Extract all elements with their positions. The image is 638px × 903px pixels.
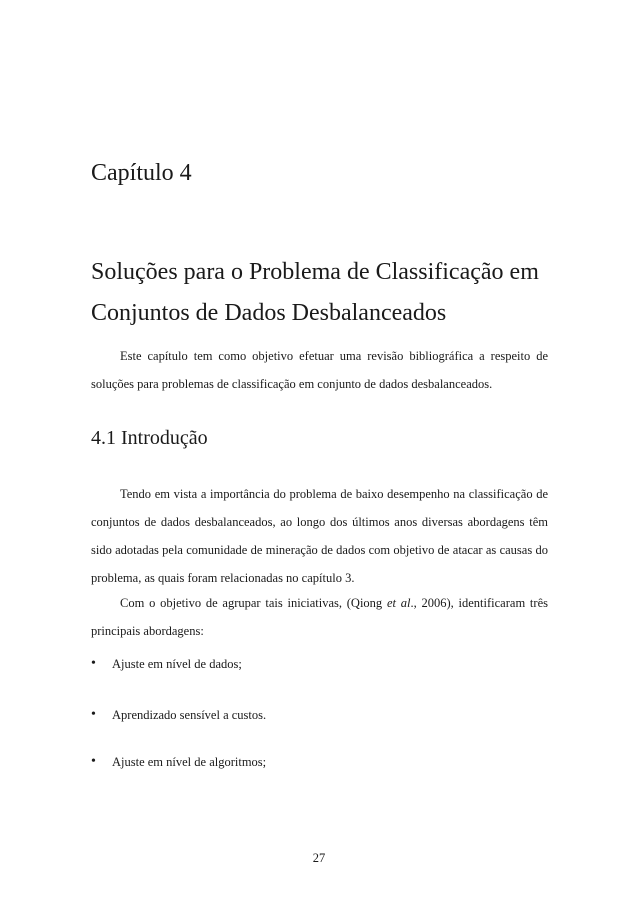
chapter-label: Capítulo 4 (91, 160, 192, 186)
bullet-item (91, 654, 548, 674)
section-paragraph-1: Tendo em vista a importância do problema de baixo desempenho na classificação de conjuntos de dados desbalanceados, ao longo dos últimos anos diversas abordagens têm sido adotadas pela comunidade de mineração de dados com objetivo de atacar as causas do problema, as quais foram relacionadas no capítulo 3. (91, 487, 548, 585)
page-number: 27 (312, 851, 326, 865)
citation-et-al: et al (386, 596, 411, 610)
bullet-text: Ajuste em nível de dados; (112, 657, 242, 671)
section-paragraph-2 (91, 589, 548, 645)
bullet-item (91, 752, 548, 772)
chapter-intro-paragraph: Este capítulo tem como objetivo efetuar uma revisão bibliográfica a respeito de soluções para problemas de classificação em conjunto de dados desbalanceados. (91, 349, 548, 391)
bullet-icon: • (91, 754, 96, 769)
bullet-text: Aprendizado sensível a custos. (112, 708, 267, 722)
bullet-item (91, 705, 548, 725)
paragraph-2-text-start: Com o objetivo de agrupar tais iniciativas, (Qiong (120, 596, 387, 610)
section-heading: 4.1 Introdução (91, 427, 208, 449)
bullet-icon: • (91, 656, 96, 671)
bullet-text: Ajuste em nível de algoritmos; (112, 755, 267, 769)
paragraph-2-text-end: ., 2006), identificaram três principais abordagens: (91, 596, 548, 638)
bullet-icon: • (91, 707, 96, 722)
chapter-title: Soluções para o Problema de Classificação em Conjuntos de Dados Desbalanceados (91, 259, 539, 326)
